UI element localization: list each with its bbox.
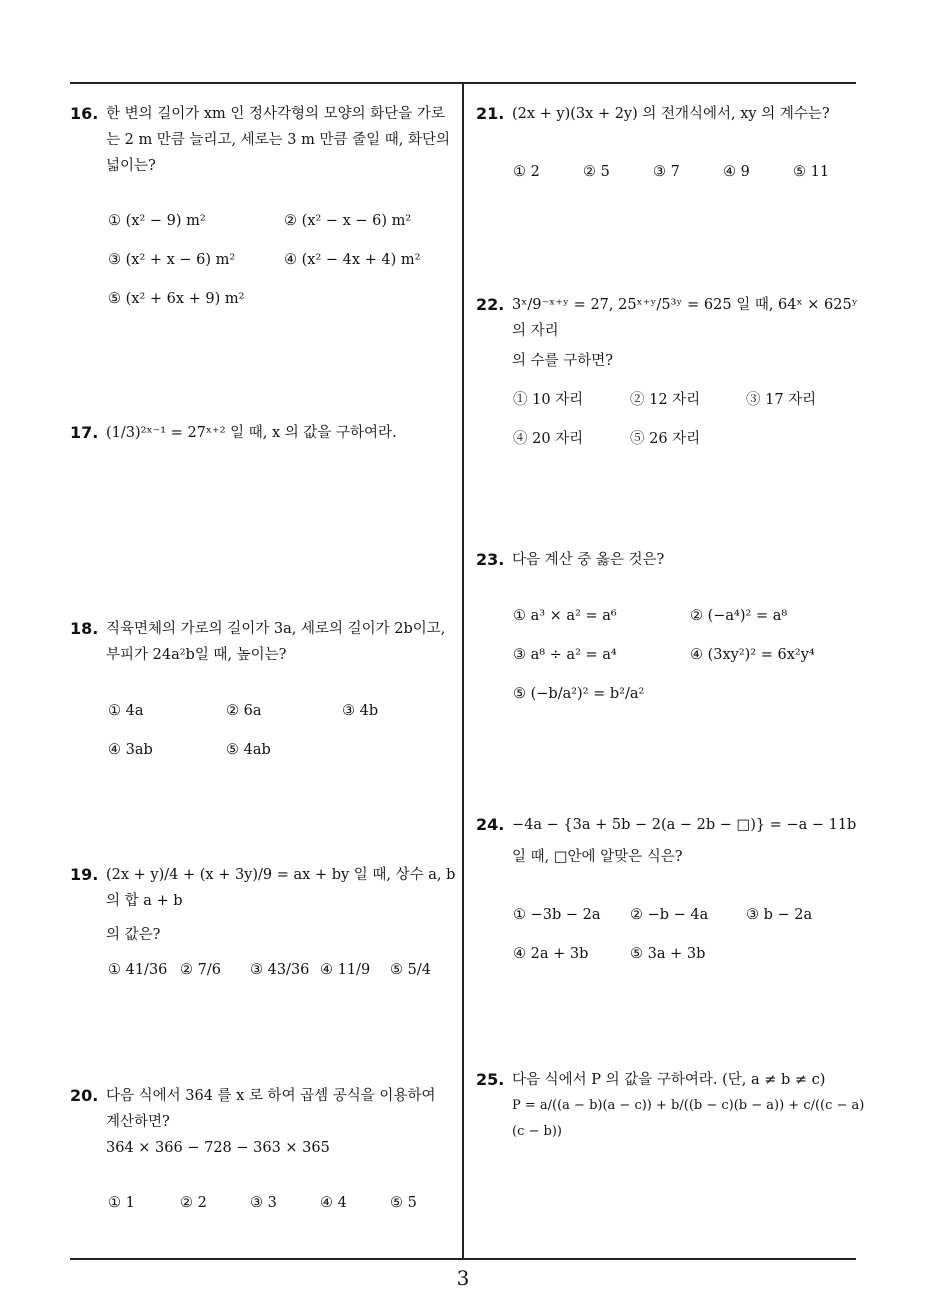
option[interactable]: ③ b − 2a	[746, 907, 813, 923]
option[interactable]: ③ 4b	[342, 703, 379, 719]
option[interactable]: ⑤ 4ab	[226, 742, 271, 758]
option[interactable]: ⑤ 3a + 3b	[630, 946, 706, 962]
option[interactable]: ④ 9	[723, 164, 750, 180]
question-number: 18.	[70, 619, 99, 638]
question-text: (1/3)²ˣ⁻¹ = 27ˣ⁺² 일 때, x 의 값을 구하여라.	[106, 425, 397, 441]
option[interactable]: ⑤ 11	[793, 164, 830, 180]
question-number: 21.	[476, 104, 505, 123]
option[interactable]: ② 6a	[226, 703, 262, 719]
option[interactable]: ① 4a	[108, 703, 144, 719]
option[interactable]: ③ 3	[250, 1195, 277, 1211]
question-text: 다음 계산 중 옳은 것은?	[512, 552, 665, 568]
question-text: 다음 식에서 364 를 x 로 하여 곱셈 공식을 이용하여 계산하면? 364 × 366 − 728 − 363 × 365	[106, 1088, 436, 1156]
option[interactable]: ③ (x² + x − 6) m²	[108, 252, 236, 268]
option[interactable]: ④ 4	[320, 1195, 347, 1211]
option[interactable]: ① 1	[108, 1195, 135, 1211]
question-number: 16.	[70, 104, 99, 123]
option[interactable]: ⑤ 26 자리	[630, 431, 701, 447]
option[interactable]: ⑤ 5/4	[390, 962, 431, 978]
option[interactable]: ④ 11/9	[320, 962, 371, 978]
question-text: 직육면체의 가로의 길이가 3a, 세로의 길이가 2b이고, 부피가 24a²b일 때, 높이는?	[106, 621, 446, 663]
option[interactable]: ② 2	[180, 1195, 207, 1211]
option[interactable]: ① 41/36	[108, 962, 168, 978]
option[interactable]: ① (x² − 9) m²	[108, 213, 206, 229]
option[interactable]: ② 7/6	[180, 962, 221, 978]
option[interactable]: ④ 2a + 3b	[513, 946, 589, 962]
option[interactable]: ① 2	[513, 164, 540, 180]
question-text: −4a − {3a + 5b − 2(a − 2b − □)} = −a − 11b 일 때, □안에 알맞은 식은?	[512, 817, 857, 865]
option[interactable]: ④ (x² − 4x + 4) m²	[284, 252, 421, 268]
question-number: 22.	[476, 295, 505, 314]
option[interactable]: ③ 17 자리	[746, 392, 817, 408]
question-text: (2x + y)/4 + (x + 3y)/9 = ax + by 일 때, 상수 a, b의 합 a + b 의 값은?	[106, 867, 456, 943]
option[interactable]: ① a³ × a² = a⁶	[513, 608, 617, 624]
option[interactable]: ⑤ 5	[390, 1195, 417, 1211]
option[interactable]: ② −b − 4a	[630, 907, 709, 923]
column-divider	[462, 82, 464, 1260]
question-number: 25.	[476, 1070, 505, 1089]
question-text: (2x + y)(3x + 2y) 의 전개식에서, xy 의 계수는?	[512, 106, 830, 122]
option[interactable]: ① 10 자리	[513, 392, 584, 408]
option[interactable]: ③ 43/36	[250, 962, 310, 978]
option[interactable]: ⑤ (x² + 6x + 9) m²	[108, 291, 245, 307]
option[interactable]: ② (x² − x − 6) m²	[284, 213, 412, 229]
bottom-rule	[70, 1258, 856, 1260]
option[interactable]: ④ 3ab	[108, 742, 153, 758]
option[interactable]: ④ (3xy²)² = 6x²y⁴	[690, 647, 815, 663]
option[interactable]: ② 12 자리	[630, 392, 701, 408]
option[interactable]: ④ 20 자리	[513, 431, 584, 447]
question-text: 다음 식에서 P 의 값을 구하여라. (단, a ≠ b ≠ c) P = a/((a − b)(a − c)) + b/((b − c)(b − a)) + c/((c − a)(c − b))	[512, 1072, 865, 1139]
page-number: 3	[456, 1266, 470, 1290]
question-number: 17.	[70, 423, 99, 442]
question-number: 19.	[70, 865, 99, 884]
question-number: 20.	[70, 1086, 99, 1105]
option[interactable]: ① −3b − 2a	[513, 907, 601, 923]
option[interactable]: ③ 7	[653, 164, 680, 180]
question-text: 한 변의 길이가 xm 인 정사각형의 모양의 화단을 가로 는 2 m 만큼 늘리고, 세로는 3 m 만큼 줄일 때, 화단의 넓이는?	[106, 106, 450, 174]
option[interactable]: ⑤ (−b/a²)² = b²/a²	[513, 686, 645, 702]
option[interactable]: ② 5	[583, 164, 610, 180]
question-text: 3ˣ/9⁻ˣ⁺ʸ = 27, 25ˣ⁺ʸ/5³ʸ = 625 일 때, 64ˣ × 625ʸ 의 자리 의 수를 구하면?	[512, 297, 858, 369]
question-number: 23.	[476, 550, 505, 569]
option[interactable]: ② (−a⁴)² = a⁸	[690, 608, 788, 624]
option[interactable]: ③ a⁸ ÷ a² = a⁴	[513, 647, 617, 663]
question-number: 24.	[476, 815, 505, 834]
